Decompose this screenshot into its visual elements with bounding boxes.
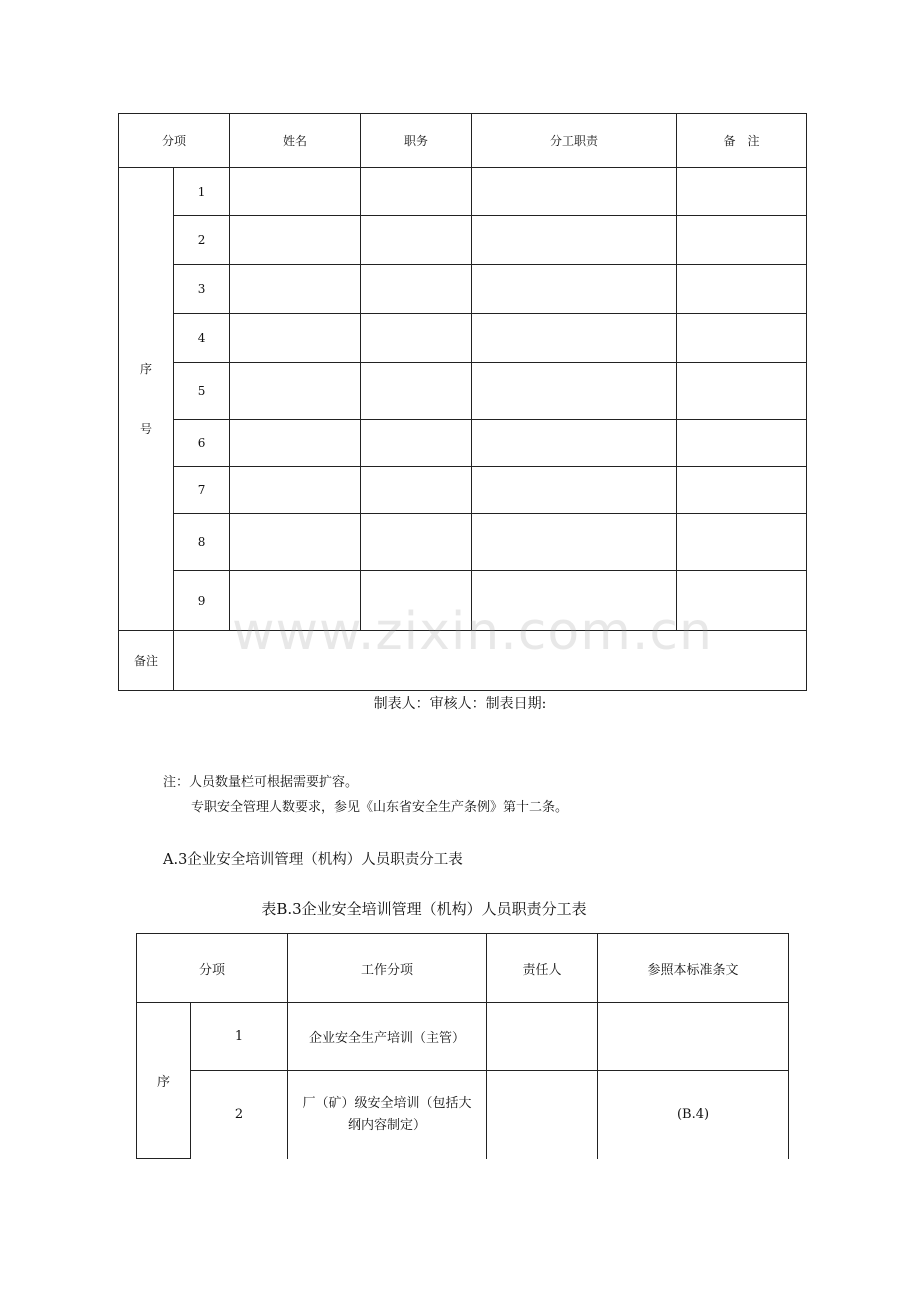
cell-position bbox=[361, 467, 472, 514]
cell-duty bbox=[472, 420, 677, 467]
cell-remarks bbox=[677, 514, 807, 571]
cell-duty bbox=[472, 467, 677, 514]
header-name: 姓名 bbox=[230, 114, 361, 168]
table-row bbox=[119, 265, 807, 314]
cell-duty bbox=[472, 514, 677, 571]
table-row bbox=[137, 1071, 789, 1159]
cell-duty bbox=[472, 314, 677, 363]
cell-work: 厂（矿）级安全培训（包括大纲内容制定） bbox=[288, 1071, 487, 1159]
cell-work: 企业安全生产培训（主管） bbox=[288, 1003, 487, 1071]
cell-person bbox=[487, 1003, 598, 1071]
cell-position bbox=[361, 571, 472, 631]
table-header-row bbox=[119, 114, 807, 168]
table-row bbox=[119, 168, 807, 216]
cell-position bbox=[361, 420, 472, 467]
table-row bbox=[119, 420, 807, 467]
row-group-label bbox=[119, 168, 174, 631]
row-number: 1 bbox=[191, 1003, 288, 1071]
cell-duty bbox=[472, 363, 677, 420]
header-work: 工作分项 bbox=[288, 934, 487, 1003]
header-remarks: 备 注 bbox=[677, 114, 807, 168]
cell-remarks bbox=[677, 571, 807, 631]
footer-remarks-cell bbox=[174, 631, 807, 691]
row-number: 8 bbox=[174, 514, 230, 571]
row-group-label-char: 序 bbox=[139, 361, 152, 376]
cell-name bbox=[230, 467, 361, 514]
staff-duty-table bbox=[118, 113, 807, 691]
row-number: 2 bbox=[191, 1071, 288, 1159]
row-number: 1 bbox=[174, 168, 230, 216]
table-row bbox=[119, 314, 807, 363]
cell-person bbox=[487, 1071, 598, 1159]
table-row bbox=[119, 571, 807, 631]
cell-name bbox=[230, 420, 361, 467]
cell-name bbox=[230, 314, 361, 363]
cell-remarks bbox=[677, 216, 807, 265]
cell-remarks bbox=[677, 467, 807, 514]
cell-remarks bbox=[677, 168, 807, 216]
table-title: 表B.3企业安全培训管理（机构）人员职责分工表 bbox=[261, 900, 587, 918]
cell-reference bbox=[598, 1003, 789, 1071]
row-group-label: 序 bbox=[137, 1003, 191, 1159]
cell-duty bbox=[472, 265, 677, 314]
watermark: www.zixin.com.cn bbox=[232, 602, 713, 662]
cell-name bbox=[230, 265, 361, 314]
table-footer-row bbox=[119, 631, 807, 691]
note-line-2: 专职安全管理人数要求，参见《山东省安全生产条例》第十二条。 bbox=[191, 800, 569, 815]
row-number: 4 bbox=[174, 314, 230, 363]
table-row bbox=[119, 514, 807, 571]
note-line-1: 注：人员数量栏可根据需要扩容。 bbox=[163, 775, 359, 790]
cell-duty bbox=[472, 168, 677, 216]
cell-remarks bbox=[677, 314, 807, 363]
cell-duty bbox=[472, 216, 677, 265]
cell-position bbox=[361, 314, 472, 363]
cell-position bbox=[361, 216, 472, 265]
cell-name bbox=[230, 514, 361, 571]
cell-remarks bbox=[677, 420, 807, 467]
row-number: 3 bbox=[174, 265, 230, 314]
cell-position bbox=[361, 363, 472, 420]
header-reference: 参照本标准条文 bbox=[598, 934, 789, 1003]
table-header-row bbox=[137, 934, 789, 1003]
cell-position bbox=[361, 168, 472, 216]
header-item: 分项 bbox=[119, 114, 230, 168]
footer-label: 备注 bbox=[119, 631, 174, 691]
row-number: 7 bbox=[174, 467, 230, 514]
row-number: 2 bbox=[174, 216, 230, 265]
header-item: 分项 bbox=[137, 934, 288, 1003]
section-title: A.3企业安全培训管理（机构）人员职责分工表 bbox=[163, 852, 463, 868]
cell-remarks bbox=[677, 363, 807, 420]
cell-duty bbox=[472, 571, 677, 631]
table-row bbox=[119, 363, 807, 420]
signature-line: 制表人：审核人：制表日期: bbox=[373, 696, 547, 712]
cell-name bbox=[230, 571, 361, 631]
row-group-label-char: 号 bbox=[139, 422, 152, 436]
table-row bbox=[119, 216, 807, 265]
cell-name bbox=[230, 168, 361, 216]
row-number: 6 bbox=[174, 420, 230, 467]
row-number: 5 bbox=[174, 363, 230, 420]
row-number: 9 bbox=[174, 571, 230, 631]
header-duty: 分工职责 bbox=[472, 114, 677, 168]
cell-remarks bbox=[677, 265, 807, 314]
cell-position bbox=[361, 514, 472, 571]
table-row bbox=[137, 1003, 789, 1071]
header-position: 职务 bbox=[361, 114, 472, 168]
header-person: 责任人 bbox=[487, 934, 598, 1003]
table-row bbox=[119, 467, 807, 514]
cell-name bbox=[230, 216, 361, 265]
cell-name bbox=[230, 363, 361, 420]
cell-reference: (B.4) bbox=[598, 1071, 789, 1159]
cell-position bbox=[361, 265, 472, 314]
training-duty-table bbox=[136, 933, 789, 1159]
